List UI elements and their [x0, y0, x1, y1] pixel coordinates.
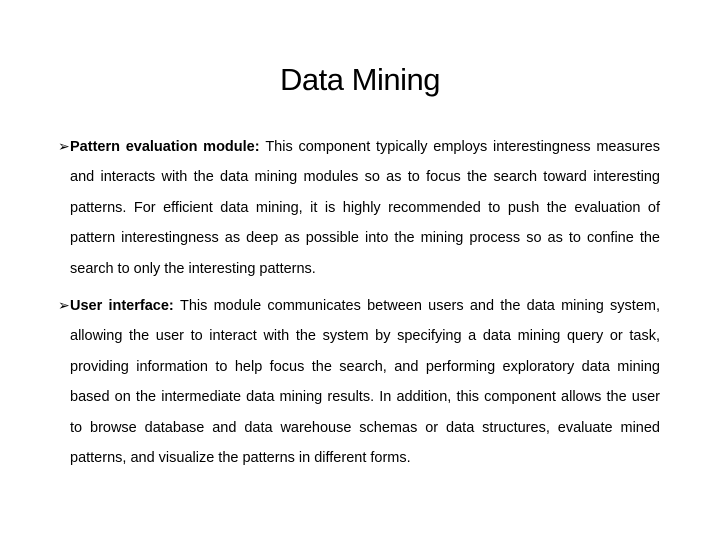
arrow-bullet-icon: ➢	[58, 139, 70, 155]
bullet-text: This component typically employs interestingness measures and interacts with the data mining modules so as to focus the search toward interesting patterns. For efficient data mining, it is highly recommended to push the evaluation of pattern interestingness as deep as possible into the mining process so as to confine the search to only the interesting patterns.	[70, 139, 660, 277]
arrow-bullet-icon: ➢	[58, 298, 70, 315]
bullet-list	[58, 132, 660, 480]
bullet-text: This module communicates between users and the data mining system, allowing the user to interact with the system by specifying a data mining query or task, providing information to help focus the search, and performing exploratory data mining based on the intermediate data mining results. In addition, this component allows the user to browse database and data warehouse schemas or data structures, evaluate mined patterns, and visualize the patterns in different forms.	[70, 298, 660, 467]
bullet-label: User interface:	[70, 298, 180, 315]
bullet-label: Pattern evaluation module:	[70, 139, 266, 155]
slide-title: Data Mining	[280, 62, 440, 97]
bullet-pattern-evaluation-module	[58, 132, 660, 284]
bullet-user-interface	[58, 291, 660, 473]
